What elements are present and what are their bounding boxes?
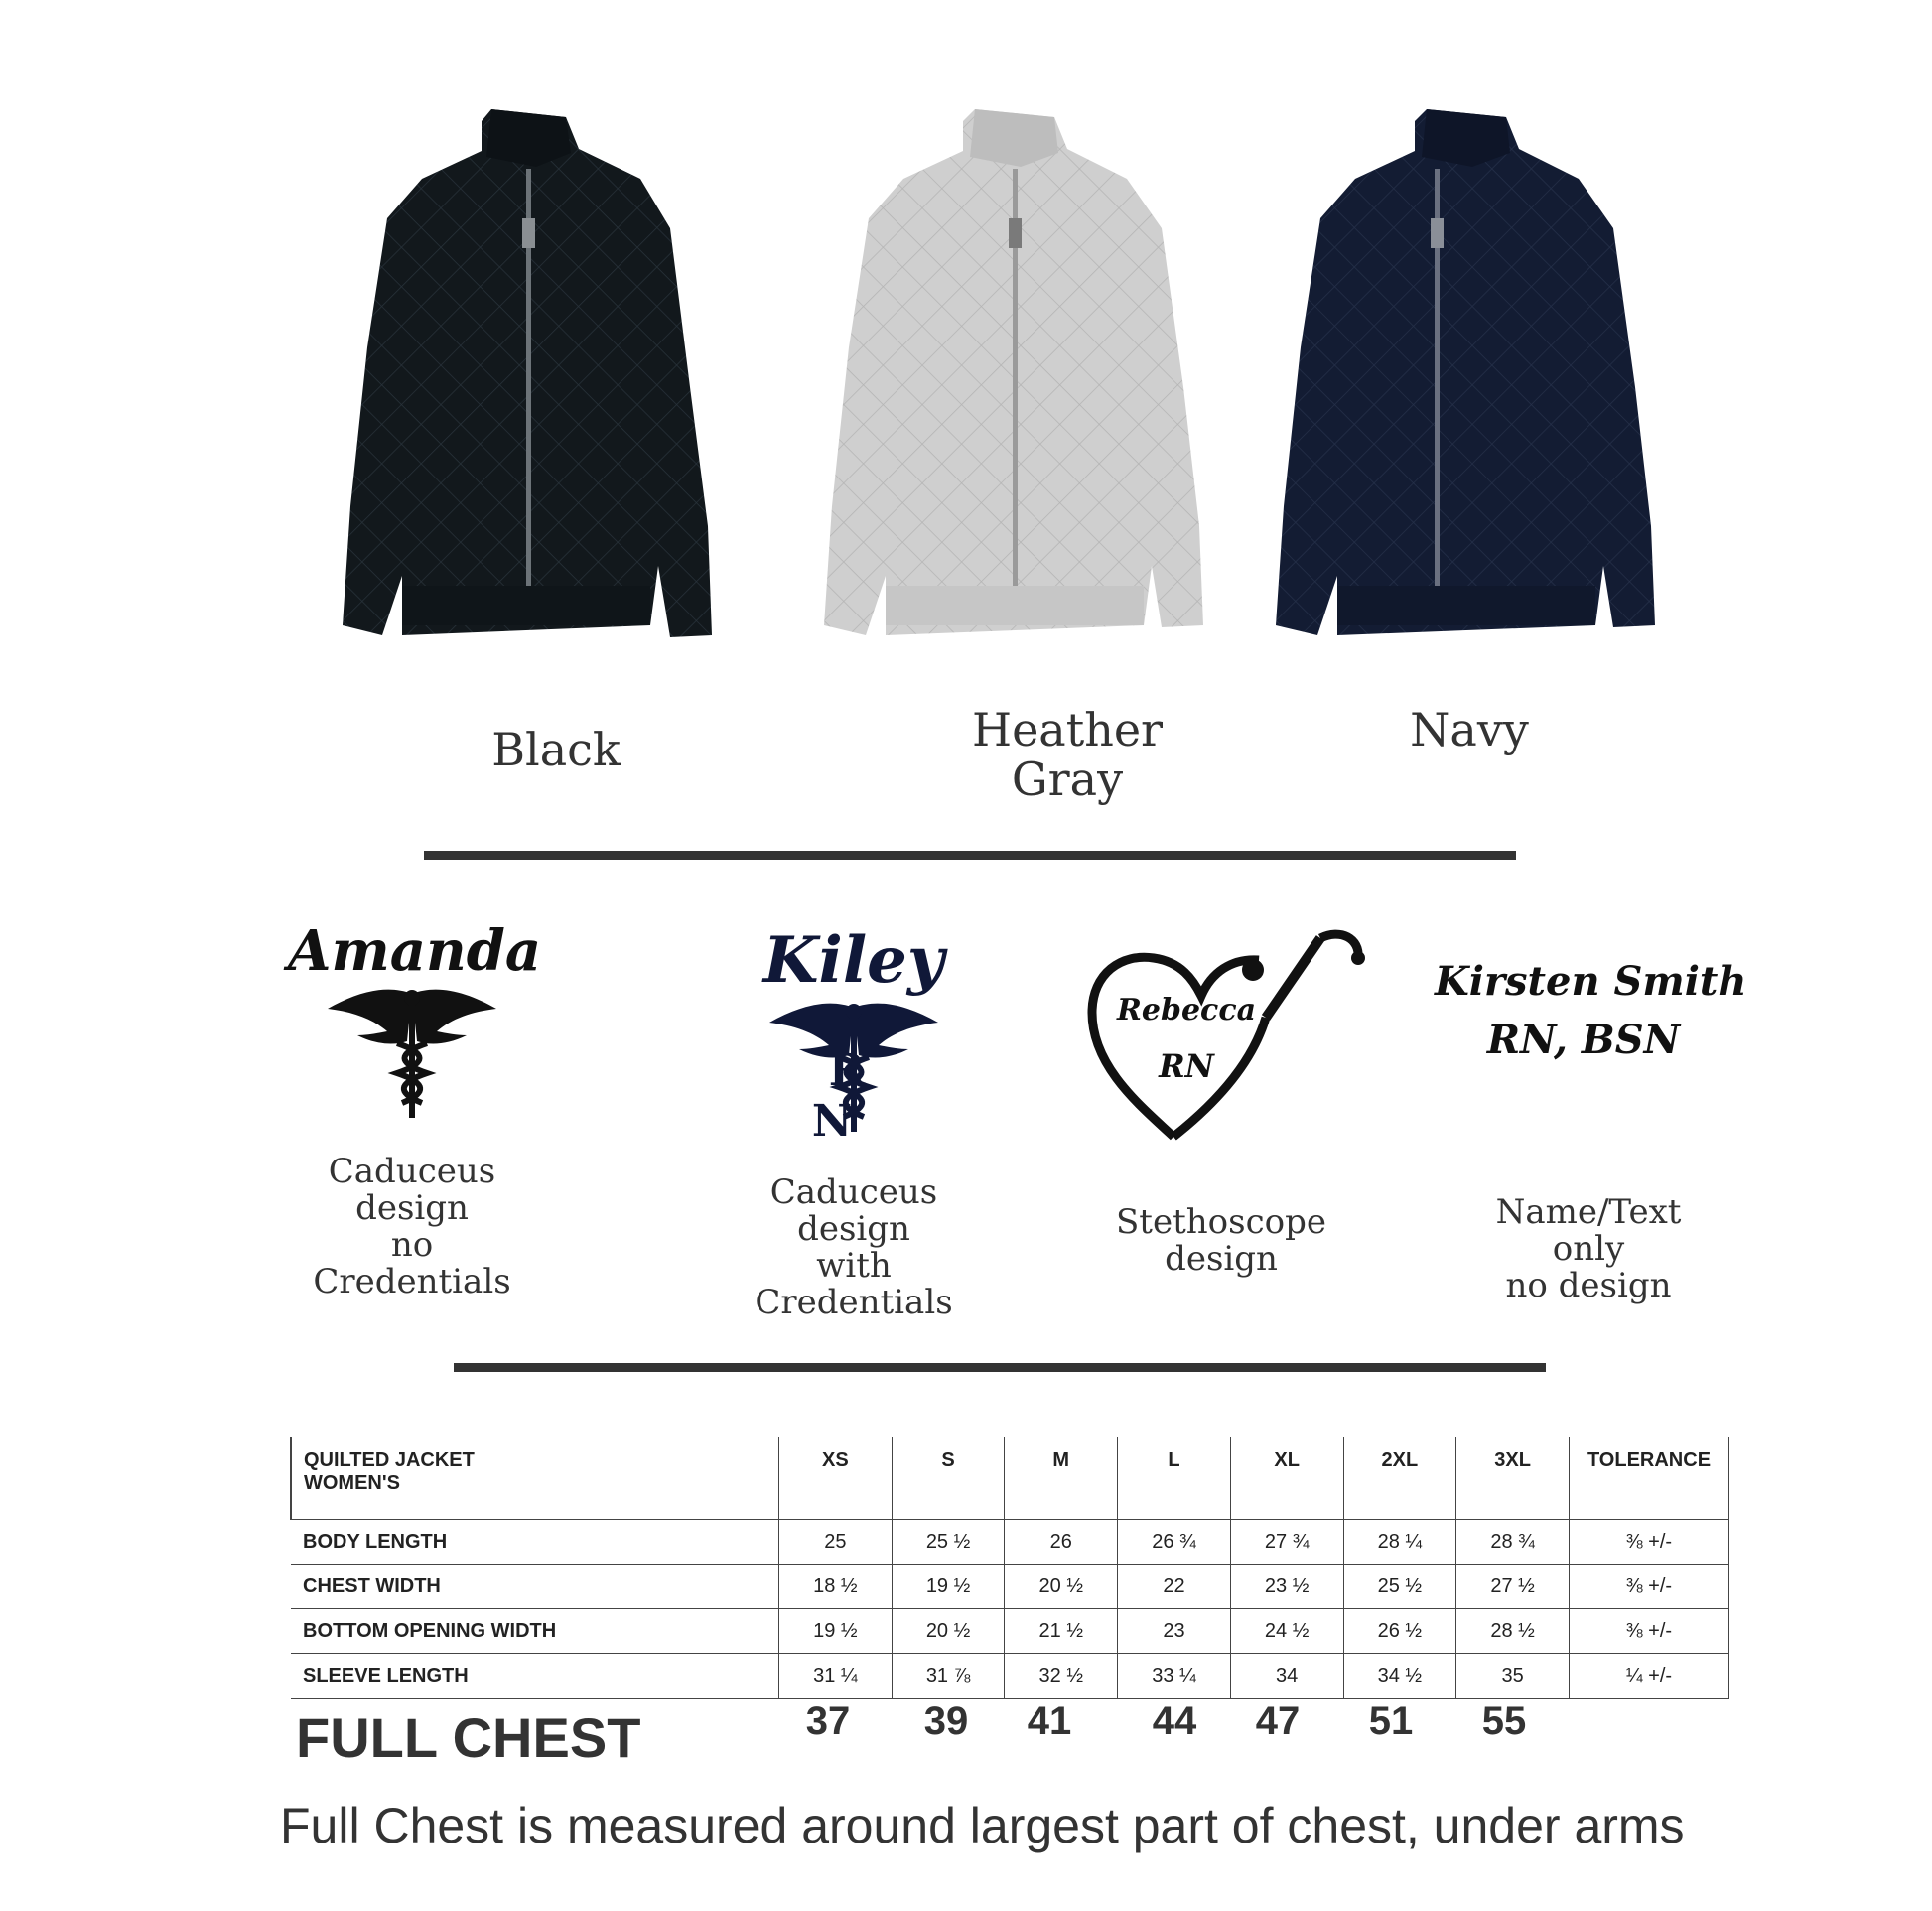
table-row	[291, 1609, 1729, 1654]
table-cell: 25	[779, 1520, 893, 1565]
jacket-heather-gray-image	[824, 109, 1211, 645]
tolerance-cell: ¼ +/-	[1570, 1654, 1729, 1699]
table-cell: 28 ¾	[1456, 1520, 1570, 1565]
title-line-1: QUILTED JACKET	[304, 1449, 475, 1471]
table-cell: 26	[1005, 1520, 1118, 1565]
size-header: 2XL	[1343, 1437, 1456, 1520]
table-cell: 28 ¼	[1343, 1520, 1456, 1565]
size-header: M	[1005, 1437, 1118, 1520]
table-cell: 31 ¼	[779, 1654, 893, 1699]
tolerance-cell: ⅜ +/-	[1570, 1520, 1729, 1565]
full-chest-value: 39	[923, 1700, 969, 1743]
divider-bottom	[454, 1363, 1546, 1372]
size-header: S	[892, 1437, 1005, 1520]
table-cell: 26 ½	[1343, 1609, 1456, 1654]
full-chest-note: Full Chest is measured around largest part of chest, under arms	[280, 1798, 1685, 1853]
table-cell: 25 ½	[1343, 1565, 1456, 1609]
full-chest-value: 51	[1368, 1700, 1414, 1743]
table-cell: 31 ⅞	[892, 1654, 1005, 1699]
design-name: Amanda	[288, 918, 542, 984]
table-cell: 26 ¾	[1118, 1520, 1231, 1565]
design-kirsten-smith	[1435, 958, 1747, 1063]
table-row	[291, 1520, 1729, 1565]
design-name: Kiley	[762, 923, 945, 998]
table-cell: 19 ½	[892, 1565, 1005, 1609]
design-caption-kirsten-smith: Name/Text only no design	[1495, 1192, 1682, 1305]
size-header: XS	[779, 1437, 893, 1520]
table-row	[291, 1654, 1729, 1699]
table-cell: 18 ½	[779, 1565, 893, 1609]
stethoscope-heart-icon	[1082, 918, 1370, 1157]
table-cell: 35	[1456, 1654, 1570, 1699]
design-caption-kiley: Caduceus design with Credentials	[755, 1172, 953, 1322]
jacket-black-image	[343, 109, 720, 645]
design-credential: RN, BSN	[1486, 1017, 1681, 1063]
design-rebecca	[1082, 918, 1370, 1157]
tolerance-cell: ⅜ +/-	[1570, 1609, 1729, 1654]
table-cell: 33 ¼	[1118, 1654, 1231, 1699]
color-label-black: Black	[491, 723, 621, 776]
title-line-2: WOMEN'S	[304, 1472, 400, 1494]
table-cell: 19 ½	[779, 1609, 893, 1654]
design-kiley	[740, 923, 968, 1147]
table-cell: 24 ½	[1230, 1609, 1343, 1654]
color-label-navy: Navy	[1410, 703, 1529, 756]
jacket-icon	[343, 109, 720, 645]
design-credential: RN	[1159, 1047, 1214, 1085]
full-chest-value: 37	[805, 1700, 851, 1743]
jacket-icon	[1276, 109, 1663, 645]
full-chest-value: 55	[1481, 1700, 1527, 1743]
table-cell: 32 ½	[1005, 1654, 1118, 1699]
full-chest-value: 41	[1027, 1700, 1072, 1743]
full-chest-label: FULL CHEST	[296, 1706, 641, 1769]
size-header: L	[1118, 1437, 1231, 1520]
size-header: 3XL	[1456, 1437, 1570, 1520]
size-chart-title	[291, 1437, 779, 1520]
table-cell: 23	[1118, 1609, 1231, 1654]
row-label: BODY LENGTH	[291, 1520, 779, 1565]
design-amanda	[288, 918, 542, 1127]
table-cell: 27 ¾	[1230, 1520, 1343, 1565]
design-caption-amanda: Caduceus design no Credentials	[313, 1152, 511, 1301]
caduceus-icon	[328, 984, 496, 1123]
design-caption-rebecca: Stethoscope design	[1116, 1202, 1326, 1279]
full-chest-value: 47	[1255, 1700, 1301, 1743]
row-label: BOTTOM OPENING WIDTH	[291, 1609, 779, 1654]
row-label: CHEST WIDTH	[291, 1565, 779, 1609]
table-cell: 34 ½	[1343, 1654, 1456, 1699]
size-chart-table	[290, 1437, 1729, 1699]
table-cell: 20 ½	[892, 1609, 1005, 1654]
jacket-navy-image	[1276, 109, 1663, 645]
tolerance-header: TOLERANCE	[1570, 1437, 1729, 1520]
design-credential: R N	[811, 1045, 909, 1147]
design-name: Rebecca	[1116, 993, 1257, 1027]
size-header: XL	[1230, 1437, 1343, 1520]
full-chest-value: 44	[1152, 1700, 1197, 1743]
table-cell: 20 ½	[1005, 1565, 1118, 1609]
table-cell: 25 ½	[892, 1520, 1005, 1565]
divider-top	[424, 851, 1516, 860]
table-cell: 21 ½	[1005, 1609, 1118, 1654]
tolerance-cell: ⅜ +/-	[1570, 1565, 1729, 1609]
table-cell: 28 ½	[1456, 1609, 1570, 1654]
table-cell: 23 ½	[1230, 1565, 1343, 1609]
row-label: SLEEVE LENGTH	[291, 1654, 779, 1699]
table-cell: 22	[1118, 1565, 1231, 1609]
table-row	[291, 1565, 1729, 1609]
design-name: Kirsten Smith	[1435, 958, 1747, 1005]
table-cell: 34	[1230, 1654, 1343, 1699]
jacket-icon	[824, 109, 1211, 645]
color-label-heather-gray: Heather Gray	[971, 703, 1164, 806]
table-cell: 27 ½	[1456, 1565, 1570, 1609]
table-header-row	[291, 1437, 1729, 1520]
